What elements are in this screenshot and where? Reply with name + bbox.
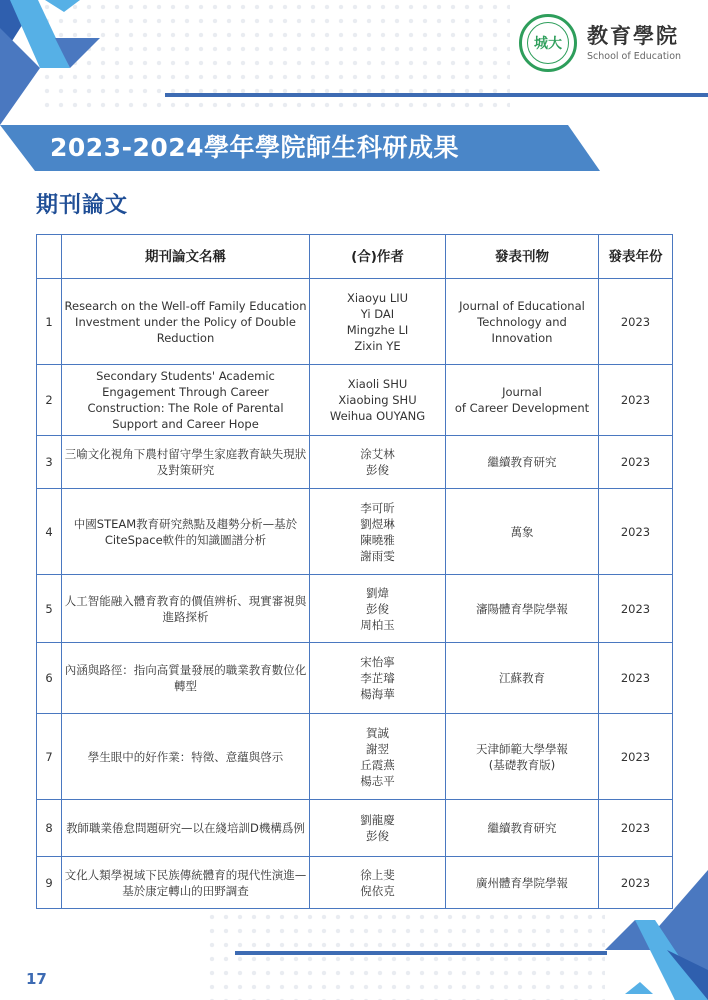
footer-rule	[235, 951, 607, 955]
paper-title: 學生眼中的好作業：特徵、意蘊與啓示	[62, 714, 310, 800]
journal-name-line: 天津師範大學學報	[476, 741, 568, 756]
author-name: Xiaobing SHU	[338, 393, 417, 407]
journal-name-line: Journal	[502, 385, 542, 399]
paper-title: 人工智能融入體育教育的價值辨析、現實審視與進路探析	[62, 575, 310, 643]
publication-year: 2023	[599, 365, 673, 436]
author-name: 倪依克	[360, 883, 395, 898]
journal-papers-table	[36, 234, 673, 909]
author-name: 賀誠	[366, 725, 389, 740]
page-title: 2023-2024學年學院師生科研成果	[50, 133, 460, 162]
author-name: Xiaoli SHU	[347, 377, 408, 391]
paper-title: 文化人類學視域下民族傳統體育的現代性演進—基於康定轉山的田野調查	[62, 857, 310, 909]
author-name: 陳曉雅	[360, 532, 395, 547]
journal-name-line: of Career Development	[454, 401, 590, 415]
row-number: 5	[37, 575, 62, 643]
journal-name	[446, 436, 599, 489]
author-name: 劉龍慶	[360, 813, 395, 827]
paper-authors	[310, 643, 446, 714]
paper-authors	[310, 857, 446, 909]
journal-name	[446, 857, 599, 909]
paper-title: 三喻文化視角下農村留守學生家庭教育缺失現狀及對策研究	[62, 436, 310, 489]
journal-name-line: 繼續教育研究	[487, 821, 557, 835]
journal-name-line: 廣州體育學院學報	[476, 875, 568, 890]
journal-name	[446, 279, 599, 365]
table-row	[37, 365, 673, 436]
journal-name-line: 繼續教育研究	[487, 455, 557, 469]
table-row	[37, 436, 673, 489]
author-name: 彭俊	[366, 463, 389, 477]
school-name-en: School of Education	[587, 51, 682, 62]
publication-year: 2023	[599, 436, 673, 489]
paper-authors	[310, 714, 446, 800]
author-name: 宋怡寧	[360, 655, 395, 669]
paper-authors	[310, 365, 446, 436]
publication-year: 2023	[599, 279, 673, 365]
journal-name-line: 萬象	[510, 524, 534, 539]
author-name: 謝翌	[366, 741, 389, 756]
school-name-cn: 教育學院	[587, 23, 679, 48]
university-emblem-icon	[519, 14, 577, 72]
publication-year: 2023	[599, 800, 673, 857]
corner-decoration-top-left	[0, 0, 110, 125]
journal-name	[446, 365, 599, 436]
table-row	[37, 857, 673, 909]
author-name: 劉煜琳	[360, 516, 395, 531]
header-journal: 發表刊物	[446, 235, 599, 279]
header-year: 發表年份	[599, 235, 673, 279]
author-name: 楊海華	[360, 687, 395, 701]
emblem-text: 城大	[534, 36, 562, 52]
section-title: 期刊論文	[36, 193, 129, 218]
page-number: 17	[26, 970, 47, 988]
author-name: 彭俊	[366, 829, 389, 843]
dot-pattern-bottom	[205, 910, 605, 1000]
author-name: Mingzhe LI	[346, 322, 409, 337]
journal-name	[446, 575, 599, 643]
paper-title: 內涵與路徑：指向高質量發展的職業教育數位化轉型	[62, 643, 310, 714]
author-name: 謝雨雯	[360, 548, 395, 563]
header-rule	[165, 93, 708, 97]
row-number: 6	[37, 643, 62, 714]
row-number: 3	[37, 436, 62, 489]
author-name: 李可昕	[360, 500, 395, 515]
author-name: 丘霞燕	[360, 757, 395, 772]
row-number: 4	[37, 489, 62, 575]
author-name: 周柏玉	[360, 617, 395, 632]
paper-authors	[310, 436, 446, 489]
corner-decoration-bottom-right	[605, 870, 708, 1000]
journal-name	[446, 800, 599, 857]
paper-title: Secondary Students' Academic Engagement Through Career Construction: The Role of Parental Support and Career Hope	[62, 365, 310, 436]
journal-name-line: (基礎教育版)	[488, 757, 556, 772]
publication-year: 2023	[599, 575, 673, 643]
row-number: 1	[37, 279, 62, 365]
table-row	[37, 575, 673, 643]
publication-year: 2023	[599, 643, 673, 714]
table-row	[37, 800, 673, 857]
author-name: 楊志平	[360, 773, 395, 788]
author-name: 涂艾林	[360, 447, 395, 461]
publication-year: 2023	[599, 714, 673, 800]
journal-name-line: 瀋陽體育學院學報	[476, 601, 568, 616]
table-header-row	[37, 235, 673, 279]
row-number: 2	[37, 365, 62, 436]
author-name: Yi DAI	[360, 306, 395, 321]
author-name: Weihua OUYANG	[329, 409, 426, 423]
row-number: 9	[37, 857, 62, 909]
table-row	[37, 279, 673, 365]
author-name: 徐上斐	[360, 867, 395, 882]
header-authors: (合)作者	[310, 235, 446, 279]
row-number: 8	[37, 800, 62, 857]
header-no	[37, 235, 62, 279]
row-number: 7	[37, 714, 62, 800]
paper-authors	[310, 279, 446, 365]
author-name: Xiaoyu LIU	[346, 290, 409, 305]
paper-title: 教師職業倦怠問題研究—以在綫培訓D機構爲例	[62, 800, 310, 857]
table-row	[37, 643, 673, 714]
journal-name	[446, 714, 599, 800]
journal-name-line: Journal of Educational	[459, 298, 585, 313]
paper-authors	[310, 575, 446, 643]
author-name: 彭俊	[366, 601, 389, 616]
paper-authors	[310, 489, 446, 575]
journal-name	[446, 489, 599, 575]
author-name: Zixin YE	[354, 338, 401, 353]
table-row	[37, 714, 673, 800]
journal-name-line: 江蘇教育	[499, 671, 545, 685]
journal-name	[446, 643, 599, 714]
paper-title: Research on the Well-off Family Education Investment under the Policy of Double Reduction	[62, 279, 310, 365]
paper-authors	[310, 800, 446, 857]
author-name: 李芷璿	[360, 671, 395, 685]
header-title: 期刊論文名稱	[62, 235, 310, 279]
table-body	[37, 279, 673, 909]
table-row	[37, 489, 673, 575]
publication-year: 2023	[599, 857, 673, 909]
dot-pattern-top	[40, 0, 510, 115]
author-name: 劉煒	[366, 585, 389, 600]
publication-year: 2023	[599, 489, 673, 575]
journal-name-line: Technology and Innovation	[477, 314, 567, 345]
school-logo	[519, 14, 681, 72]
paper-title: 中國STEAM教育研究熱點及趨勢分析—基於CiteSpace軟件的知識圖譜分析	[62, 489, 310, 575]
